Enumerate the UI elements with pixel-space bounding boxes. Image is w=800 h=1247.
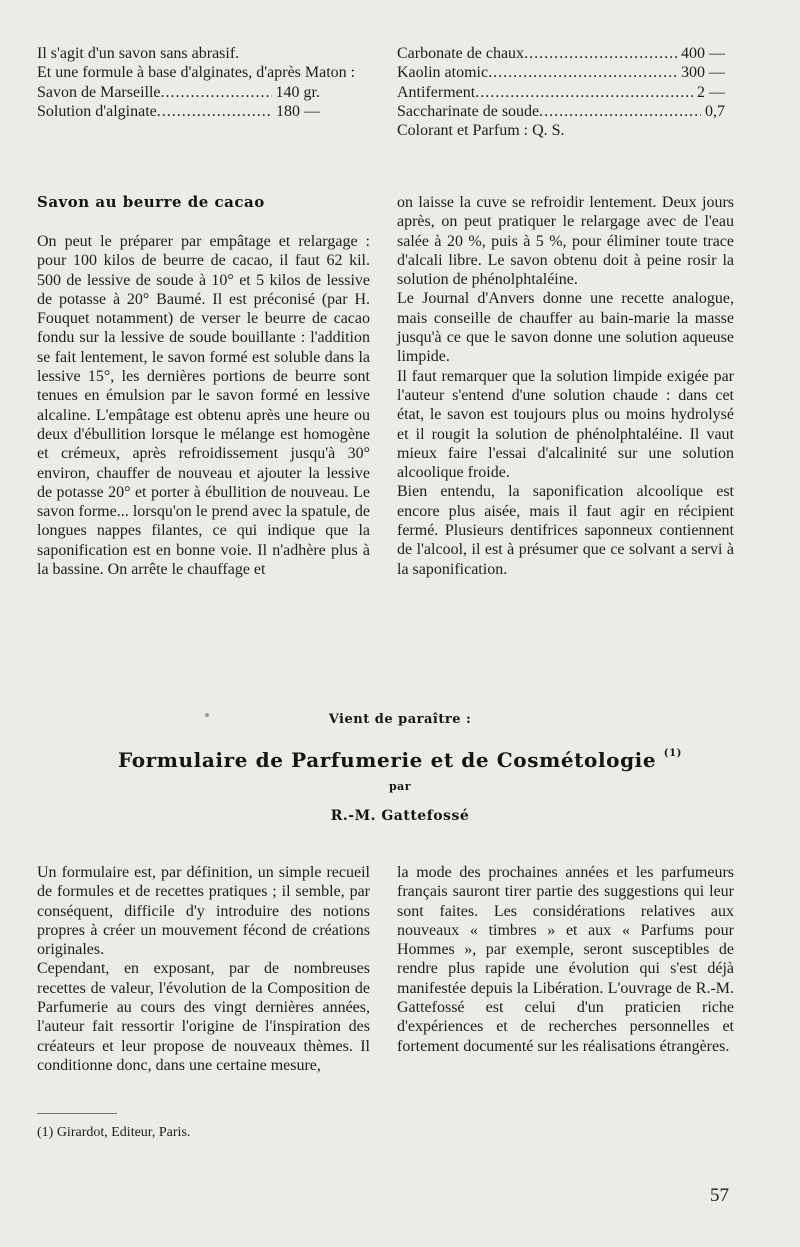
ingredient-qty: 0,7 bbox=[705, 102, 725, 120]
page-number: 57 bbox=[710, 1185, 729, 1206]
ingredient-qty: 300 — bbox=[681, 64, 725, 82]
recipe-row bbox=[397, 63, 725, 82]
ingredient-qty: 140 gr. bbox=[275, 83, 320, 101]
announce-label: Vient de paraître : bbox=[328, 712, 472, 727]
ingredient-name: Saccharinate de soude bbox=[397, 102, 540, 120]
ingredient-name: Savon de Marseille bbox=[37, 83, 161, 101]
cacao-paragraph: Il faut remarquer que la solution limpide exigée par l'auteur s'entend d'une solution chaude : dans cet état, le savon est toujours plus ou moins hydrolysé et il rougit la solution de phénolphtaléine. Il vaut mieux faire l'essai d'alcalinité sur une solution alcoolique froide. bbox=[397, 367, 734, 482]
recipe-row bbox=[37, 102, 320, 121]
leader-dots bbox=[475, 83, 693, 102]
review-right-column bbox=[397, 863, 734, 1056]
leader-dots bbox=[539, 102, 701, 121]
book-title-heading bbox=[0, 748, 800, 772]
leader-dots bbox=[488, 63, 677, 82]
section-title: Savon au beurre de cacao bbox=[37, 193, 265, 211]
colorant-line: Colorant et Parfum : Q. S. bbox=[397, 122, 565, 140]
review-paragraph: la mode des prochaines années et les parfumeurs français sauront tirer partie des suggestions qui leur sont faites. Les considérations relatives aux nouveaux « timbres » et aux « Parfums pour Hommes », par exemple, seront susceptibles de rendre plus rapide une évolution qui s'est déjà manifestée depuis la Libération. L'ouvrage de R.-M. Gattefossé est celui d'un praticien riche d'expériences et de recherches personnelles et fortement documenté sur les réalisations étrangères. bbox=[397, 864, 734, 1055]
leader-dots bbox=[157, 102, 272, 121]
review-left-column bbox=[37, 863, 370, 1075]
recipe-row bbox=[397, 102, 725, 121]
book-author: R.-M. Gattefossé bbox=[330, 808, 470, 824]
leader-dots bbox=[524, 44, 677, 63]
book-title: Formulaire de Parfumerie et de Cosmétologie bbox=[117, 748, 657, 772]
cacao-paragraph: Bien entendu, la saponification alcoolique est encore plus aisée, mais il faut agir en récipient fermé. Plusieurs dentifrices saponneux contiennent de l'alcool, il est à présumer que ce solvant a servi à la saponification. bbox=[397, 483, 734, 578]
intro-line: Il s'agit d'un savon sans abrasif. bbox=[37, 45, 240, 62]
recipe-left-list bbox=[37, 83, 320, 122]
cacao-paragraph: On peut le préparer par empâtage et relargage : pour 100 kilos de beurre de cacao, il faut 62 kil. 500 de lessive de soude à 10° et 5 kilos de lessive de potasse à 20° Baumé. Il est préconisé (par H. Fouquet notamment) de verser le beurre de cacao fondu sur la lessive de soude bouillante : l'addition se fait lentement, le savon formé est soluble dans la lessive 15°, les dernières portions de beurre sont tenues en émulsion par le savon formé en lessive alcaline. L'empâtage est obtenu après une heure ou deux d'ébullition lorsque le mélange est homogène et crémeux, après refroidissement jusqu'à 30° environ, chauffer de nouveau et ajouter la lessive de potasse 20° et porter à ébullition de nouveau. Le savon forme... lorsqu'on le prend avec la spatule, de longues nappes filantes, ce qui indique que la saponification est en bonne voie. Il n'adhère plus à la bassine. On arrête le chauffage et bbox=[37, 233, 370, 579]
footnote: (1) Girardot, Editeur, Paris. bbox=[37, 1125, 191, 1140]
cacao-left-column bbox=[37, 232, 370, 579]
ingredient-name: Antiferment bbox=[397, 83, 476, 101]
ingredient-qty: 2 — bbox=[697, 83, 725, 101]
cacao-paragraph: on laisse la cuve se refroidir lentement. Deux jours après, on peut pratiquer le relargage avec de l'eau salée à 20 %, puis à 5 %, pour éliminer toute trace d'alcali libre. Le savon obtenu doit à peine rosir la solution de phénolphtaléine. bbox=[397, 194, 734, 289]
ingredient-qty: 400 — bbox=[681, 45, 725, 62]
intro-line: Et une formule à base d'alginates, d'après Maton : bbox=[37, 64, 356, 82]
recipe-row bbox=[397, 83, 725, 102]
leader-dots bbox=[161, 83, 272, 102]
cacao-paragraph: Le Journal d'Anvers donne une recette analogue, mais conseille de chauffer au bain-marie la masse jusqu'à ce que le savon donne une solution aqueuse limpide. bbox=[397, 290, 734, 366]
review-paragraph: Un formulaire est, par définition, un simple recueil de formules et de recettes pratiques ; il semble, par conséquent, difficile d'y introduire des notions propres à créer un mouvement fécond de créations originales. bbox=[37, 864, 370, 959]
ingredient-qty: 180 — bbox=[276, 102, 320, 120]
recipe-row bbox=[397, 44, 725, 63]
intro-left-column bbox=[37, 44, 370, 121]
footnote-marker: (1) bbox=[663, 748, 683, 759]
recipe-row bbox=[37, 83, 320, 102]
review-paragraph: Cependant, en exposant, par de nombreuses recettes de valeur, l'évolution de la Composition de Parfumerie au cours des vingt dernières années, l'auteur fait ressortir l'origine de l'inspiration des créateurs et leur propose de nouveaux thèmes. Il conditionne donc, dans une certaine mesure, bbox=[37, 960, 370, 1074]
byline-par: par bbox=[388, 780, 412, 793]
ingredient-name: Kaolin atomic bbox=[397, 64, 489, 82]
ingredient-name: Solution d'alginate bbox=[37, 102, 157, 120]
recipe-right-column bbox=[397, 44, 734, 140]
ingredient-name: Carbonate de chaux bbox=[397, 45, 525, 62]
footnote-divider bbox=[37, 1113, 117, 1114]
recipe-right-list bbox=[397, 44, 725, 121]
cacao-right-column bbox=[397, 193, 734, 579]
